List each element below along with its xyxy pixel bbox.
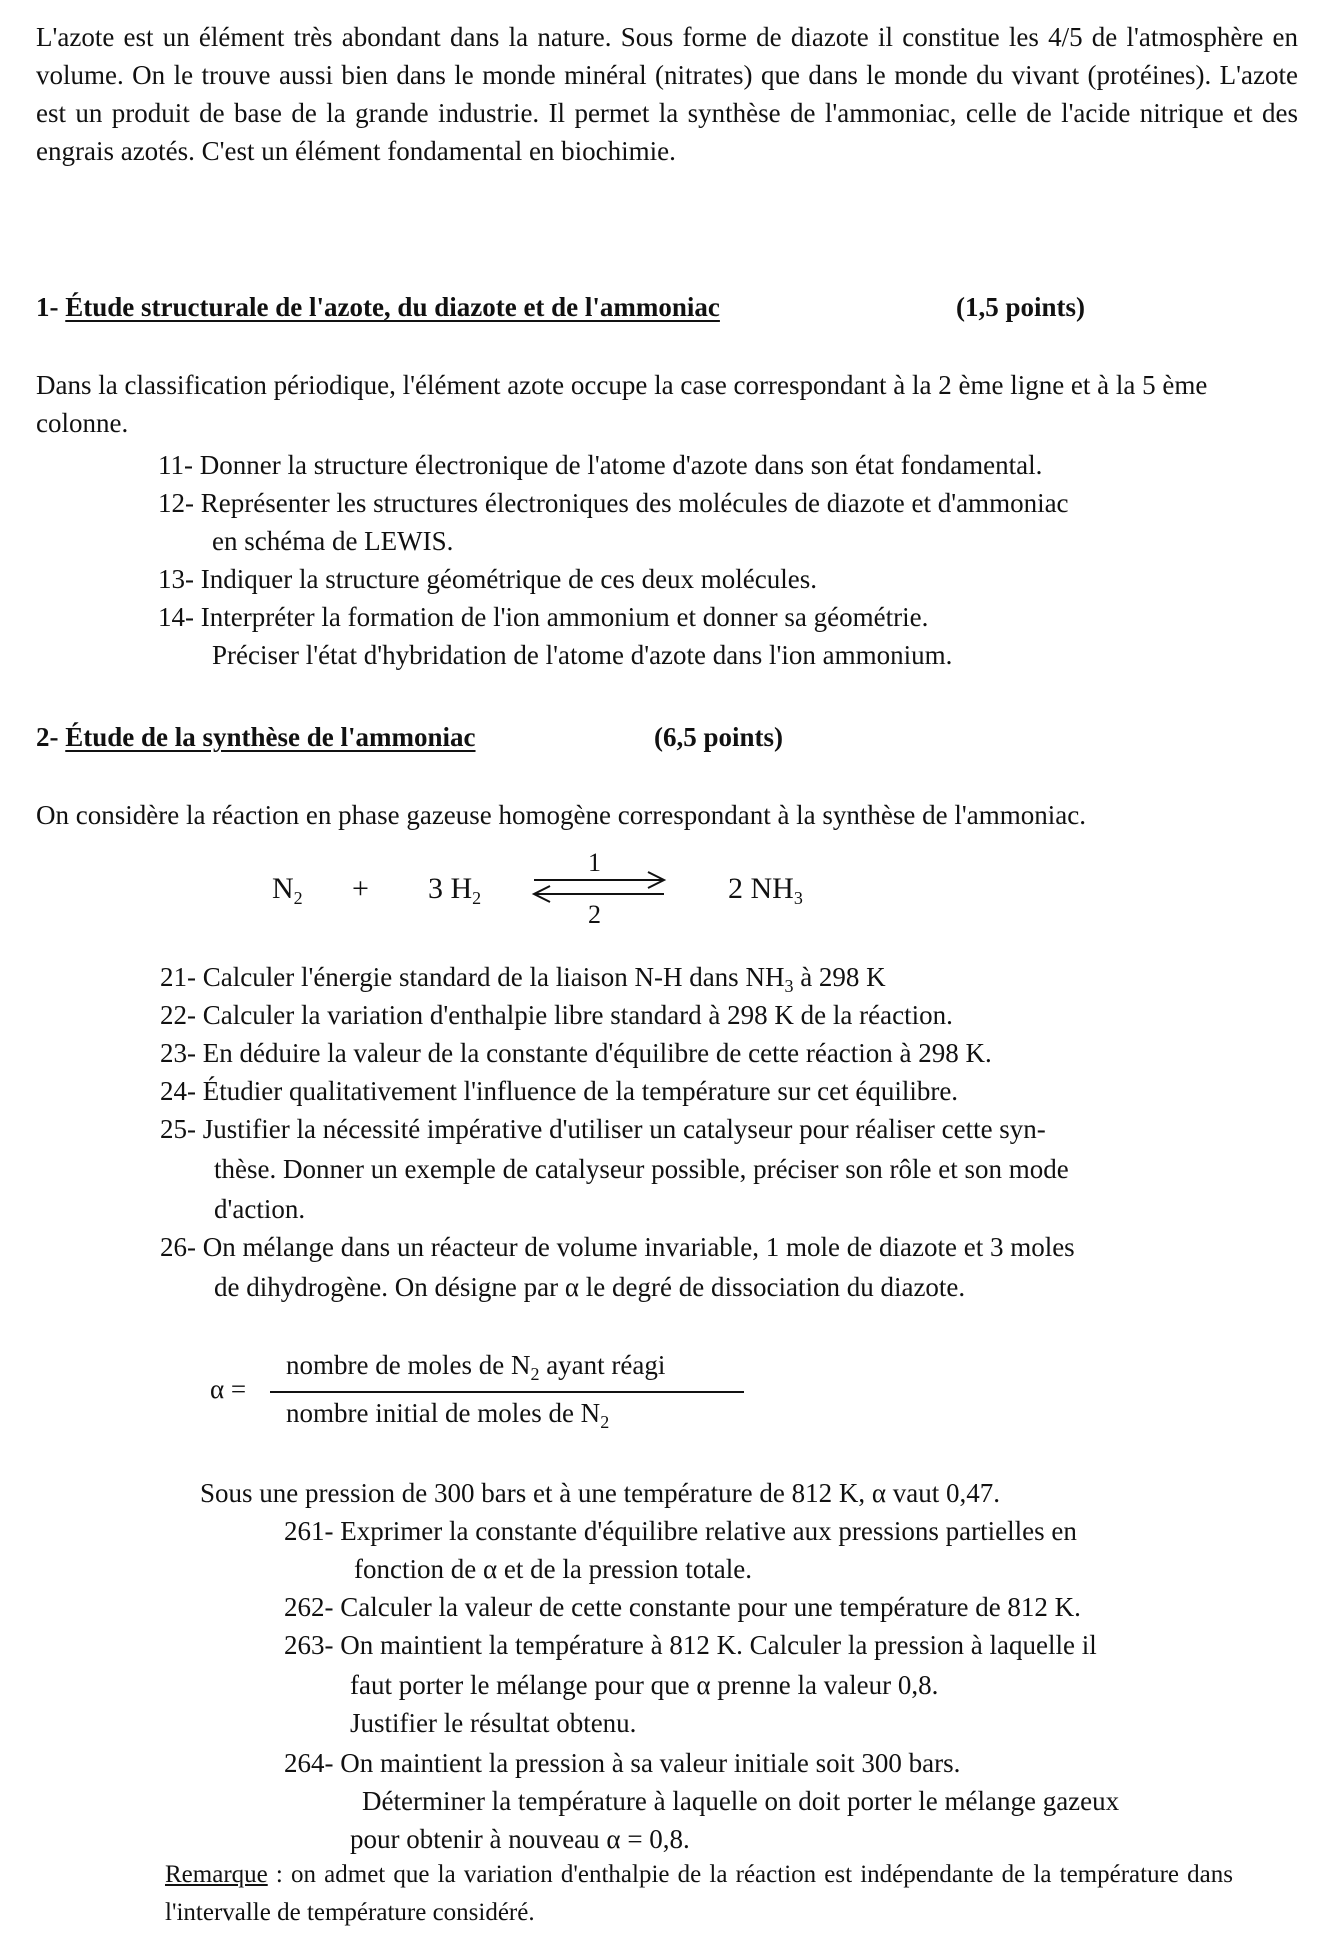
item-262	[284, 1588, 1081, 1626]
item-264-continuation-1: Déterminer la température à laquelle on doit porter le mélange gazeux	[362, 1786, 1120, 1816]
remark	[165, 1856, 1233, 1932]
item-number: 26-	[160, 1232, 196, 1262]
item-263	[284, 1626, 1097, 1664]
item-26-continuation: de dihydrogène. On désigne par α le degré de dissociation du diazote.	[214, 1272, 966, 1302]
item-21	[160, 958, 886, 996]
section-2-number: 2-	[36, 722, 59, 752]
item-text: Calculer la valeur de cette constante pour une température de 812 K.	[340, 1592, 1081, 1622]
item-263-continuation-1: faut porter le mélange pour que α prenne la valeur 0,8.	[350, 1670, 939, 1700]
section-1-number: 1-	[36, 292, 59, 322]
item-text: Indiquer la structure géométrique de ces deux molécules.	[200, 564, 818, 594]
item-text: Calculer la variation d'enthalpie libre standard à 298 K de la réaction.	[202, 1000, 953, 1030]
item-text: Calculer l'énergie standard de la liaison N-H dans $NH_3$ à 298 K	[202, 962, 886, 996]
item-text: Interpréter la formation de l'ion ammonium et donner sa géométrie.	[200, 602, 929, 632]
item-number: 12-	[158, 488, 194, 518]
item-number: 262-	[284, 1592, 334, 1622]
reaction-equation	[0, 848, 1324, 932]
item-text: Étudier qualitativement l'influence de la température sur cet équilibre.	[202, 1076, 959, 1106]
item-number: 11-	[158, 450, 193, 480]
item-26	[160, 1228, 1075, 1266]
section-2-points: (6,5 points)	[654, 722, 784, 752]
remark-label: Remarque	[165, 1861, 268, 1888]
item-number: 264-	[284, 1748, 334, 1778]
condition-line: Sous une pression de 300 bars et à une température de 812 K, α vaut 0,47.	[200, 1478, 1000, 1508]
item-13	[158, 560, 817, 598]
reactant-n2: $N_2$	[272, 872, 303, 908]
arrow-backward-label: 2	[588, 900, 601, 929]
product-nh3: 2 $NH_3$	[728, 872, 803, 908]
item-263-continuation-2: Justifier le résultat obtenu.	[350, 1708, 637, 1738]
item-25-continuation-2: d'action.	[214, 1194, 306, 1224]
item-number: 14-	[158, 602, 194, 632]
alpha-lhs: α =	[210, 1374, 247, 1404]
item-12	[158, 484, 1069, 522]
item-24	[160, 1072, 958, 1110]
item-text: On maintient la pression à sa valeur initiale soit 300 bars.	[340, 1748, 961, 1778]
plus-sign: +	[352, 872, 369, 905]
section-2-heading	[36, 718, 784, 756]
item-text: On maintient la température à 812 K. Calculer la pression à laquelle il	[340, 1630, 1097, 1660]
item-text: Justifier la nécessité impérative d'utiliser un catalyseur pour réaliser cette syn-	[202, 1114, 1046, 1144]
item-text: Représenter les structures électroniques des molécules de diazote et d'ammoniac	[200, 488, 1069, 518]
item-261	[284, 1512, 1077, 1550]
item-text: Exprimer la constante d'équilibre relative aux pressions partielles en	[340, 1516, 1077, 1546]
item-11	[158, 446, 1042, 484]
fraction-numerator: nombre de moles de $N_2$ ayant réagi	[286, 1350, 666, 1384]
section-1-intro: Dans la classification périodique, l'élément azote occupe la case correspondant à la 2 ème ligne et à la 5 ème colonne.	[36, 370, 1208, 438]
section-2-intro: On considère la réaction en phase gazeuse homogène correspondant à la synthèse de l'ammoniac.	[36, 800, 1086, 830]
section-1-heading	[36, 288, 1086, 326]
fraction-bar	[270, 1391, 744, 1393]
item-25	[160, 1110, 1046, 1148]
item-14	[158, 598, 928, 636]
item-number: 13-	[158, 564, 194, 594]
item-261-continuation: fonction de α et de la pression totale.	[354, 1554, 753, 1584]
reactant-h2: 3 $H_2$	[428, 872, 482, 908]
section-1-title: Étude structurale de l'azote, du diazote et de l'ammoniac	[65, 292, 720, 322]
remark-text: : on admet que la variation d'enthalpie de la réaction est indépendante de la température dans l'intervalle de température considéré.	[165, 1861, 1233, 1926]
item-number: 25-	[160, 1114, 196, 1144]
item-264	[284, 1744, 960, 1782]
item-text: Donner la structure électronique de l'atome d'azote dans son état fondamental.	[199, 450, 1043, 480]
intro-paragraph: L'azote est un élément très abondant dans la nature. Sous forme de diazote il constitue les 4/5 de l'atmosphère en volume. On le trouve aussi bien dans le monde minéral (nitrates) que dans le monde du vivant (protéines). L'azote est un produit de base de la grande industrie. Il permet la synthèse de l'ammoniac, celle de l'acide nitrique et des engrais azotés. C'est un élément fondamental en biochimie.	[36, 22, 1298, 166]
item-text: On mélange dans un réacteur de volume invariable, 1 mole de diazote et 3 moles	[202, 1232, 1075, 1262]
item-264-continuation-2: pour obtenir à nouveau α = 0,8.	[350, 1824, 690, 1854]
item-25-continuation-1: thèse. Donner un exemple de catalyseur possible, préciser son rôle et son mode	[214, 1154, 1069, 1184]
section-1-points: (1,5 points)	[956, 292, 1086, 322]
item-23	[160, 1034, 992, 1072]
item-number: 22-	[160, 1000, 196, 1030]
item-number: 23-	[160, 1038, 196, 1068]
item-22	[160, 996, 953, 1034]
fraction-denominator: nombre initial de moles de $N_2$	[286, 1398, 610, 1432]
item-number: 263-	[284, 1630, 334, 1660]
item-14-continuation: Préciser l'état d'hybridation de l'atome d'azote dans l'ion ammonium.	[212, 640, 953, 670]
item-text: En déduire la valeur de la constante d'équilibre de cette réaction à 298 K.	[202, 1038, 992, 1068]
item-number: 24-	[160, 1076, 196, 1106]
arrow-forward-label: 1	[588, 848, 601, 877]
item-12-continuation: en schéma de LEWIS.	[212, 526, 454, 556]
item-number: 21-	[160, 962, 196, 992]
section-2-title: Étude de la synthèse de l'ammoniac	[65, 722, 476, 752]
item-number: 261-	[284, 1516, 334, 1546]
